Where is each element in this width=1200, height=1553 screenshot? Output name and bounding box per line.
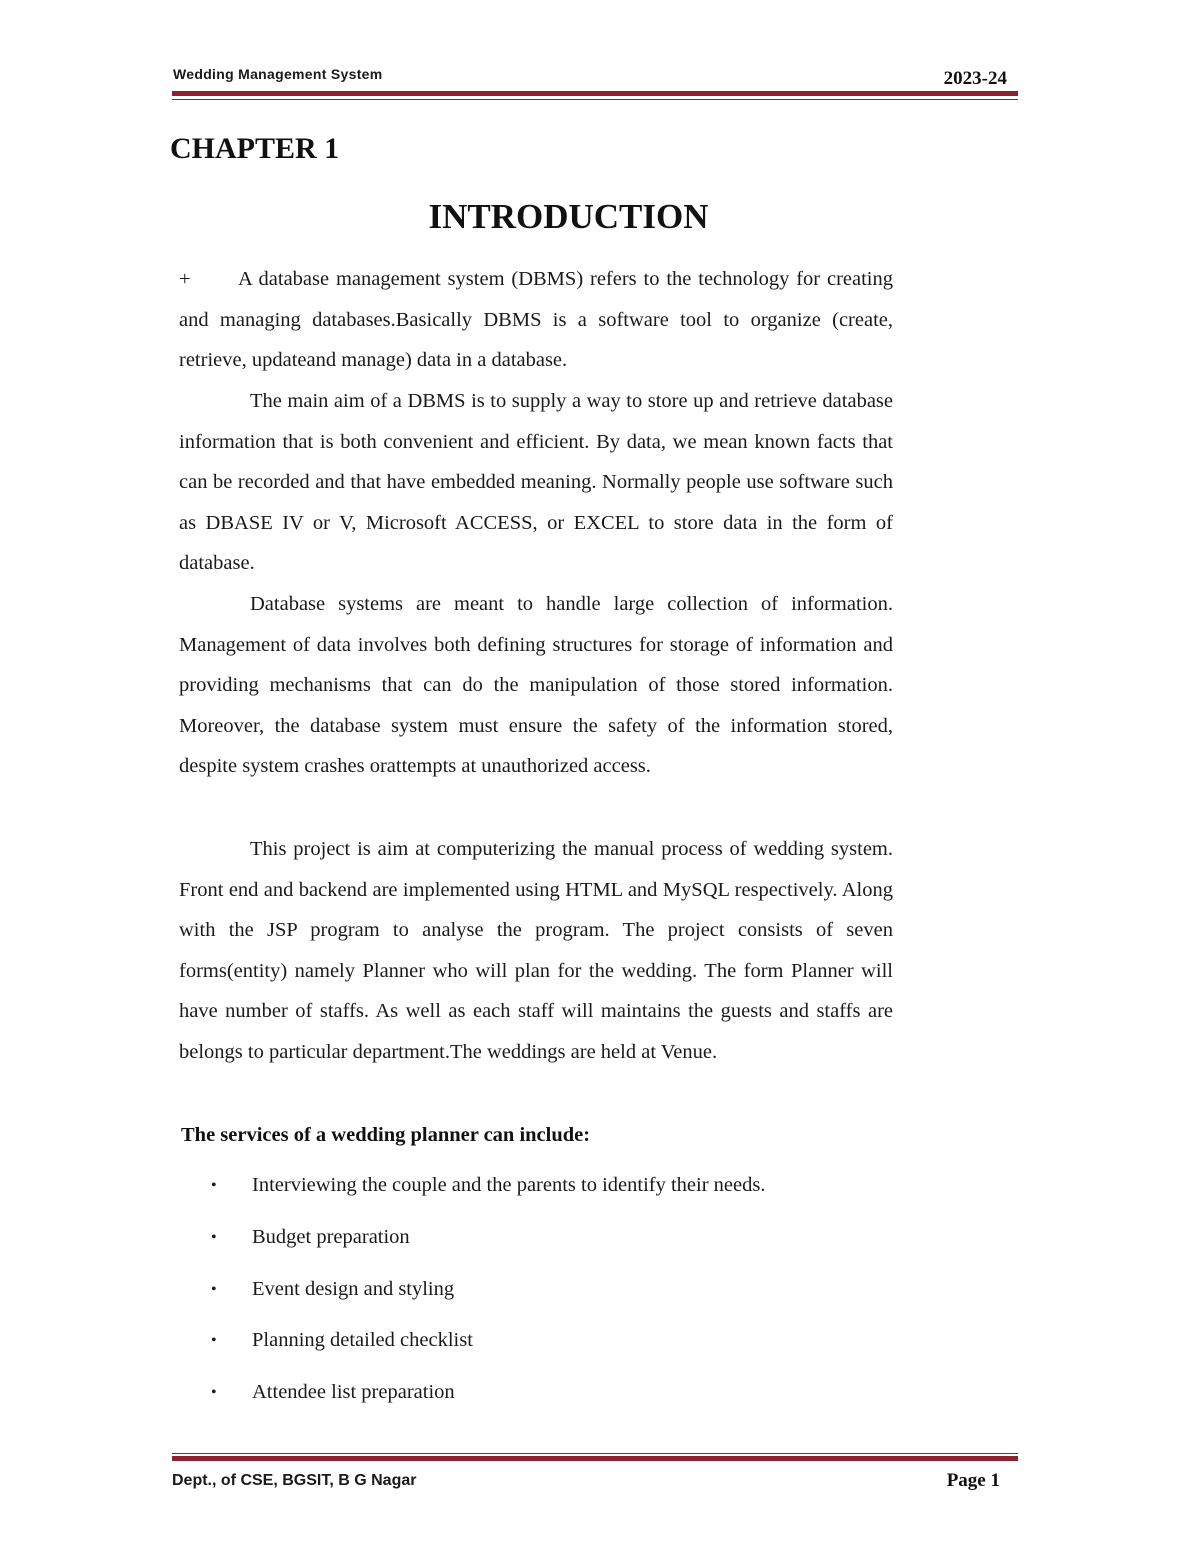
services-heading: The services of a wedding planner can include: xyxy=(181,1124,591,1146)
chapter-title: INTRODUCTION xyxy=(428,197,709,236)
bullet-icon: • xyxy=(211,1177,217,1194)
bullet-icon: • xyxy=(211,1281,217,1298)
list-item-text: Event design and styling xyxy=(252,1278,455,1300)
page-number: Page 1 xyxy=(946,1470,1000,1491)
paragraph-intro xyxy=(179,259,893,381)
list-item-text: Planning detailed checklist xyxy=(252,1329,473,1351)
list-item-text: Budget preparation xyxy=(252,1226,410,1248)
paragraph-database-systems: Database systems are meant to handle large collection of information. Management of data involves both defining structures for storage of information and providing mechanisms that can do the manipulation of those stored information. Moreover, the database system must ensure the safety of the information stored, despite system crashes orattempts at unauthorized access. xyxy=(179,593,893,778)
bullet-icon: • xyxy=(211,1229,217,1246)
list-item-text: Attendee list preparation xyxy=(252,1381,455,1403)
paragraph-marker: + xyxy=(179,268,191,290)
header-rule-thick xyxy=(172,91,1018,96)
paragraph-dbms-aim: The main aim of a DBMS is to supply a way to store up and retrieve database information that is both convenient and efficient. By data, we mean known facts that can be recorded and that have embedded meaning. Normally people use software such as DBASE IV or V, Microsoft ACCESS, or EXCEL to store data in the form of database. xyxy=(179,390,893,575)
running-header-year: 2023-24 xyxy=(943,68,1007,89)
list-item-text: Interviewing the couple and the parents to identify their needs. xyxy=(252,1174,766,1196)
bullet-icon: • xyxy=(211,1332,217,1349)
paragraph-intro-text: A database management system (DBMS) refers to the technology for creating and managing databases.Basically DBMS is a software tool to organize (create, retrieve, updateand manage) data in a database. xyxy=(179,268,893,372)
running-header-title: Wedding Management System xyxy=(173,66,383,82)
footer-department: Dept., of CSE, BGSIT, B G Nagar xyxy=(172,1472,417,1489)
header-rule-thin xyxy=(172,99,1018,100)
paragraph-project: This project is aim at computerizing the manual process of wedding system. Front end and backend are implemented using HTML and MySQL respectively. Along with the JSP program to analyse the program. The project consists of seven forms(entity) namely Planner who will plan for the wedding. The form Planner will have number of staffs. As well as each staff will maintains the guests and staffs are belongs to particular department.The weddings are held at Venue. xyxy=(179,838,893,1063)
chapter-label: CHAPTER 1 xyxy=(170,132,340,165)
footer-rule-thick xyxy=(172,1456,1018,1461)
footer-rule-thin xyxy=(172,1453,1018,1454)
bullet-icon: • xyxy=(211,1384,217,1401)
